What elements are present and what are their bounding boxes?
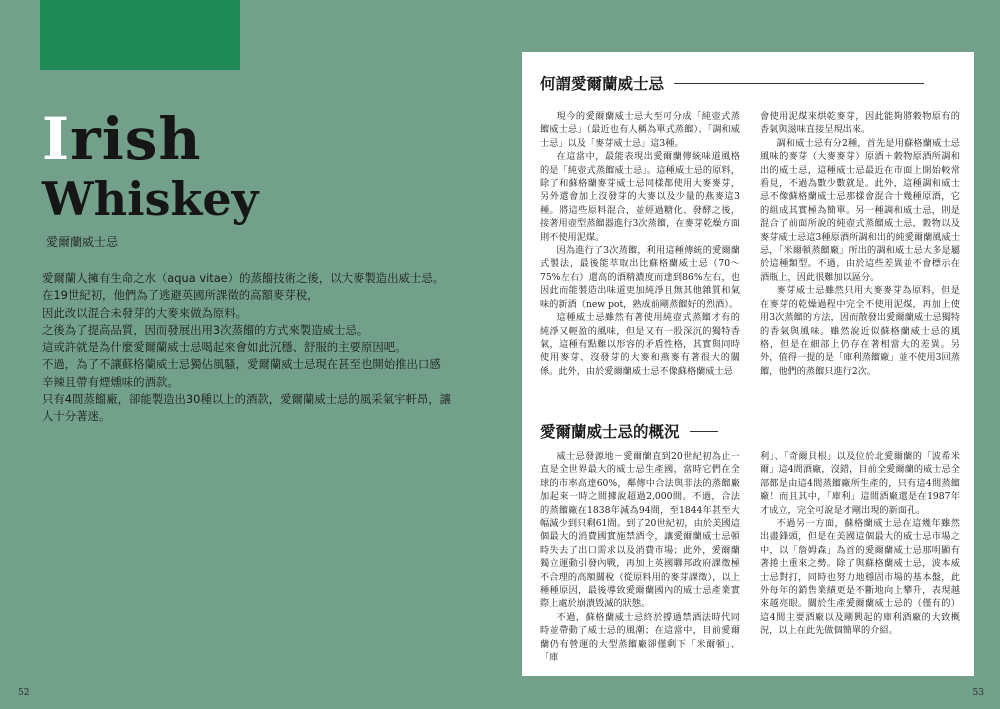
page-subtitle: 愛爾蘭威士忌 (46, 235, 119, 249)
intro-line: 在19世紀初，他們為了逃避英國所課徵的高額麥芽稅， (42, 288, 319, 303)
intro-line: 愛爾蘭人擁有生命之水（aqua vitae）的蒸餾技術之後，以大麥製造出威士忌。 (42, 271, 445, 285)
section-heading-what-is (540, 72, 924, 94)
intro-line: 只有4間蒸餾廠，卻能製造出30種以上的酒款，愛爾蘭威士忌的風采氣宇軒昂，讓人十分著迷。 (42, 392, 452, 424)
paragraph: 在這當中，最能表現出愛爾蘭傳統味道風格的是「純壺式蒸餾威士忌」。這種威士忌的原料，除了和蘇格蘭麥芽威士忌同樣都使用大麥麥芽，另外還會加上沒發芽的大麥以及少量的燕麥這3種。將這些原料混合，並經過糖化、發酵之後，接著用壺型蒸餾器進行3次蒸餾，在麥芽乾燥方面則不使用泥煤。 (540, 151, 740, 243)
section-heading-text: 愛爾蘭威士忌的概況 (540, 422, 680, 441)
title-rest: rish (70, 105, 202, 173)
intro-line: 不過，為了不讓蘇格蘭威士忌獨佔風騷，愛爾蘭威士忌現在甚至也開始推出口感辛辣且帶有煙燻味的酒款。 (42, 357, 441, 389)
section1-column-left (540, 110, 740, 378)
paragraph: 這種威士忌雖然有著使用純壺式蒸餾才有的純淨又輕盈的風味，但是又有一股深沉的獨特香氣，這種有點難以形容的矛盾性格，其實與同時使用麥芽、沒發芽的大麥和燕麥有著很大的關係。此外，由於愛爾蘭威士忌不像蘇格蘭威士忌 (540, 312, 740, 377)
paragraph: 調和威士忌有分2種，首先是用蘇格蘭威士忌風味的麥芽（大麥麥芽）原酒＋穀物原酒所調和出的威士忌，這種威士忌最近在市面上開始較常看見，不過為數少數就是。此外，這種調和威士忌不像蘇格蘭威士忌那樣會混合十幾種原酒，它的組成其實極為簡單。另一種調和威士忌，則是混合了前面所說的純壺式蒸餾威士忌，穀物以及麥芽威士忌這3種原酒所調和出的純愛爾蘭風威士忌，「米爾頓蒸餾廠」所出的調和威士忌大多是屬於這種類型。不過，由於這些差異並不會標示在酒瓶上，因此很難加以區分。 (760, 137, 960, 283)
section2-column-right (760, 450, 960, 666)
intro-line: 因此改以混合未發芽的大麥來做為原料。 (42, 305, 248, 320)
paragraph: 現今的愛爾蘭威士忌大至可分成「純壺式蒸餾威士忌」（最近也有人稱為單式蒸餾）、「調和威士忌」以及「麥芽威士忌」這3種。 (540, 111, 740, 149)
heading-rule (690, 431, 718, 432)
paragraph: 麥芽威士忌雖然只用大麥麥芽為原料，但是在麥芽的乾燥過程中完全不使用泥煤，再加上使用3次蒸餾的方法，因而散發出愛爾蘭威士忌獨特的香氣與風味。雖然說近似蘇格蘭威士忌的風格，但是在細部上仍存在著相當大的差異。另外，值得一提的是「庫利蒸餾廠」並不使用3回蒸餾，他們的蒸餾只進行2次。 (760, 285, 960, 377)
paragraph: 不過另一方面，蘇格蘭威士忌在這幾年雖然出盡鋒頭，但是在美國這個最大的威士忌市場之中，以「詹姆森」為首的愛爾蘭威士忌那明顯有著捲土重來之勢。除了與蘇格蘭威士忌，波本威士忌對打，同時也努力地穩固市場的基本盤，此外每年的銷售業績更是不斷地向上攀升，表現越來越亮眼。關於生產愛爾蘭威士忌的（僅有的）這4間主要酒廠以及剛興起的庫利酒廠的大致概況，以上在此先做個簡單的介紹。 (760, 518, 960, 637)
heading-rule (674, 83, 924, 84)
paragraph: 因為進行了3次蒸餾，利用這種傳統的愛爾蘭式製法，最後能萃取出比蘇格蘭威士忌（70～75%左右）還高的酒精濃度而達到86%左右，也因此而能製造出味道更加純淨且無其他雜質和氣味的新酒（new pot，熟成前剛蒸餾好的烈酒）。 (540, 245, 740, 310)
paragraph: 威士忌發源地－愛爾蘭直到20世紀初為止一直是全世界最大的威士忌生產國，當時它們在全球的市率高達60%，鄰傳中合法與非法的蒸餾廠加起來一時之間據說超過2,000間。不過，合法的蒸餾廠在1838年減為94間，至1844年甚至大幅減少到只剩61間。到了20世紀初，由於美國這個最大的消費國實施禁酒令，讓愛爾蘭威士忌頓時失去了出口需求以及消費市場；此外，愛爾蘭獨立運動引發內戰，再加上英國聯邦政府課徵極不合理的高額關稅（從原料用的麥芽課徵），以上種種原因，最後導致愛爾蘭國內的威士忌產業實際上處於崩潰毀滅的狀態。 (540, 451, 740, 610)
page-title (42, 105, 202, 173)
page-number-left: 52 (18, 688, 30, 698)
paragraph: 不過，蘇格蘭威士忌終於撐過禁酒法時代同時並帶動了威士忌的風潮；在這當中，目前愛爾蘭仍有營運的大型蒸餾廠卻僅剩下「米爾頓」、「庫 (540, 611, 740, 664)
section-heading-text: 何謂愛爾蘭威士忌 (540, 74, 665, 93)
intro-text (42, 270, 452, 426)
page-number-right: 53 (972, 688, 984, 698)
section1-column-right (760, 110, 960, 378)
intro-line: 這或許就是為什麼愛爾蘭威士忌喝起來會如此沉穩、舒服的主要原因吧。 (42, 340, 407, 355)
paragraph: 會使用泥煤來烘乾麥芽，因此能夠將穀物原有的香氣與滋味直接呈現出來。 (760, 111, 960, 136)
paragraph: 利」、「奇爾貝根」以及位於北愛爾蘭的「波希米爾」這4間酒廠，沒錯，目前全愛爾蘭的威士忌全部都是由這4間蒸餾廠所生產的，只有這4間蒸餾廠！而且其中，「庫利」這間酒廠還是在1987年才成立，完全可說是才剛出現的新面孔。 (760, 451, 960, 516)
article-card (522, 52, 974, 676)
intro-line: 之後為了提高品質，因而發展出用3次蒸餾的方式來製造威士忌。 (42, 322, 369, 337)
title-initial: I (42, 105, 71, 173)
decorative-green-block (40, 0, 240, 70)
page-title-line2: Whiskey (42, 172, 259, 226)
section2-column-left (540, 450, 740, 666)
section-heading-overview (540, 420, 718, 442)
